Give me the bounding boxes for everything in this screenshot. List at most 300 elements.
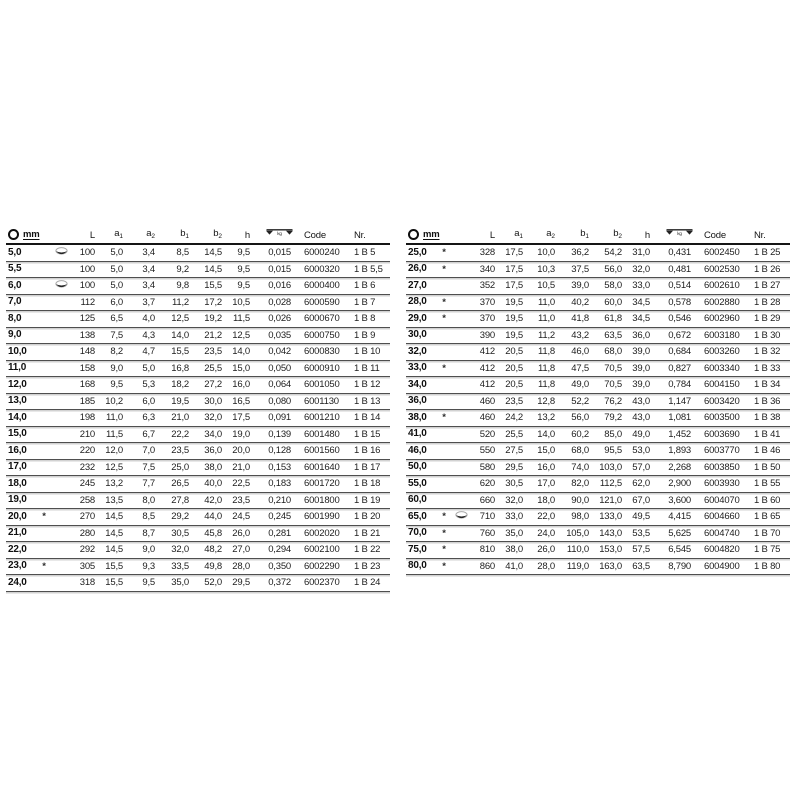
nr-value: 1 B 10: [354, 346, 381, 357]
spec-tables: [6, 224, 790, 592]
value-kg: 1,147: [668, 395, 691, 407]
nr-value: 1 B 32: [754, 346, 781, 357]
diameter-value: 16,0: [8, 444, 27, 456]
value-b2: 121,0: [599, 494, 622, 506]
value-h: 28,0: [232, 560, 250, 572]
value-h: 53,0: [632, 445, 650, 456]
value-a2: 4,3: [142, 329, 155, 341]
value-kg: 0,827: [668, 362, 691, 374]
nr-value: 1 B 12: [354, 379, 381, 390]
table-row: [6, 311, 390, 328]
code-value: 6000750: [304, 329, 340, 341]
diameter-value: 13,0: [8, 395, 27, 407]
nr-value: 1 B 25: [754, 247, 781, 258]
value-a1: 29,5: [505, 461, 523, 473]
diameter-value: 46,0: [408, 444, 427, 456]
value-h: 62,0: [632, 478, 650, 489]
value-a2: 22,0: [537, 511, 555, 522]
diameter-value: 9,0: [8, 329, 22, 341]
value-kg: 0,064: [268, 379, 291, 390]
value-b1: 15,5: [171, 346, 189, 357]
diameter-value: 32,0: [408, 345, 427, 357]
value-kg: 1,081: [668, 412, 691, 423]
value-L: 550: [479, 445, 495, 456]
column-header-label: b: [613, 227, 619, 239]
value-h: 24,5: [232, 511, 250, 522]
value-a2: 11,8: [538, 379, 555, 390]
value-b2: 27,2: [204, 379, 222, 390]
column-header-subscript: 1: [519, 232, 523, 240]
value-b2: 32,0: [204, 412, 222, 423]
value-h: 39,0: [632, 362, 650, 374]
value-a2: 11,0: [538, 296, 555, 308]
nr-value: 1 B 60: [754, 494, 781, 506]
value-a2: 6,3: [142, 412, 155, 423]
value-b1: 11,2: [172, 296, 189, 308]
value-L: 100: [79, 263, 95, 275]
table-row: [406, 328, 790, 345]
star-marker: *: [442, 412, 446, 423]
value-L: 660: [479, 494, 495, 506]
value-b2: 56,0: [604, 263, 622, 275]
value-b1: 47,5: [571, 362, 589, 374]
value-h: 9,5: [237, 280, 250, 291]
star-marker: *: [442, 247, 446, 258]
diameter-value: 27,0: [408, 279, 427, 291]
value-a2: 7,7: [142, 478, 155, 489]
value-L: 412: [479, 346, 495, 357]
value-h: 53,5: [632, 527, 650, 539]
value-L: 148: [79, 346, 95, 357]
value-a1: 19,5: [505, 313, 523, 324]
column-header-h: [227, 231, 255, 244]
value-a1: 25,5: [505, 428, 523, 440]
value-h: 14,0: [232, 346, 250, 357]
nr-value: 1 B 75: [754, 544, 781, 555]
value-a1: 5,0: [110, 280, 123, 291]
column-header-subscript: 1: [585, 232, 589, 240]
diameter-value: 34,0: [408, 378, 427, 390]
value-L: 318: [79, 577, 95, 588]
value-a2: 11,0: [538, 313, 555, 324]
value-kg: 0,684: [668, 346, 691, 357]
column-header-code: [296, 231, 346, 244]
value-h: 29,5: [232, 577, 250, 588]
column-header-weight: [655, 228, 696, 244]
nr-value: 1 B 14: [354, 412, 381, 423]
value-b1: 27,8: [171, 494, 189, 506]
nr-value: 1 B 5: [354, 247, 376, 258]
column-header-label: L: [489, 229, 495, 241]
value-b1: 22,2: [171, 428, 189, 440]
value-a2: 10,3: [537, 263, 555, 275]
nr-value: 1 B 15: [354, 428, 381, 440]
value-a1: 32,0: [505, 494, 523, 506]
code-value: 6000320: [304, 263, 340, 275]
row-icon-slot: [50, 247, 72, 260]
table-row: [406, 377, 790, 394]
value-a1: 33,0: [505, 511, 523, 522]
nr-value: 1 B 41: [754, 428, 781, 440]
value-a2: 11,8: [538, 362, 555, 374]
value-b2: 95,5: [604, 445, 622, 456]
table-row: [406, 526, 790, 543]
column-header-nr: [346, 231, 390, 244]
value-a2: 16,0: [537, 461, 555, 473]
value-b1: 52,2: [571, 395, 589, 407]
code-value: 6001990: [304, 511, 340, 522]
value-a1: 12,5: [105, 461, 123, 473]
value-a2: 18,0: [537, 494, 555, 506]
value-kg: 0,372: [268, 577, 291, 588]
value-a2: 9,5: [142, 577, 155, 588]
value-a1: 6,5: [110, 313, 123, 324]
value-L: 620: [479, 478, 495, 489]
table-row: [406, 460, 790, 477]
value-L: 270: [79, 511, 95, 522]
cutter-head-icon: [55, 280, 68, 293]
code-value: 6001720: [304, 478, 340, 489]
table-row: [406, 542, 790, 559]
row-icon-slot: [450, 511, 472, 524]
value-b2: 23,5: [204, 346, 222, 357]
value-kg: 0,784: [668, 379, 691, 390]
value-a2: 8,5: [142, 511, 155, 522]
diameter-value: 17,0: [8, 461, 27, 473]
value-b1: 56,0: [571, 412, 589, 423]
value-b2: 36,0: [204, 445, 222, 456]
diameter-value: 22,0: [8, 543, 27, 555]
value-kg: 0,514: [668, 280, 691, 291]
value-a1: 17,5: [505, 247, 523, 258]
table-row: [6, 476, 390, 493]
diameter-value: 25,0: [408, 246, 427, 258]
code-value: 6003420: [704, 395, 740, 407]
diameter-value: 19,0: [8, 494, 27, 506]
diameter-value: 18,0: [8, 477, 27, 489]
value-b1: 49,0: [571, 379, 589, 390]
column-header-nr: [746, 231, 790, 244]
value-h: 49,5: [632, 511, 650, 522]
value-b2: 17,2: [204, 296, 222, 308]
column-header-label: Code: [304, 229, 326, 241]
value-kg: 0,139: [268, 428, 291, 440]
value-b1: 36,2: [571, 247, 589, 258]
diameter-circle-icon: [8, 229, 19, 240]
value-a1: 27,5: [505, 445, 523, 456]
column-header-subscript: 1: [119, 232, 123, 240]
value-kg: 0,015: [268, 247, 291, 258]
column-header-a2: [528, 229, 560, 244]
value-a2: 5,3: [142, 379, 155, 390]
value-a1: 11,0: [106, 412, 123, 423]
table-row: [6, 245, 390, 262]
value-b2: 163,0: [599, 560, 622, 572]
value-kg: 0,183: [268, 478, 291, 489]
code-value: 6003180: [704, 329, 740, 341]
column-header-label: a: [146, 227, 152, 239]
table-row: [406, 295, 790, 312]
value-L: 352: [479, 280, 495, 291]
value-b1: 12,5: [171, 313, 189, 324]
value-a1: 19,5: [505, 329, 523, 341]
code-value: 6002530: [704, 263, 740, 275]
value-a1: 13,2: [105, 478, 123, 489]
star-marker: *: [442, 511, 446, 522]
value-kg: 0,015: [268, 263, 291, 275]
value-kg: 0,091: [268, 412, 291, 423]
table-row: [406, 278, 790, 295]
value-a2: 17,0: [537, 478, 555, 489]
value-a1: 15,5: [105, 560, 123, 572]
code-value: 6000670: [304, 313, 340, 324]
value-kg: 0,481: [668, 263, 691, 275]
nr-value: 1 B 19: [354, 494, 381, 506]
column-header-subscript: 2: [151, 232, 155, 240]
value-h: 23,5: [232, 494, 250, 506]
value-b1: 35,0: [171, 577, 189, 588]
value-h: 34,5: [632, 313, 650, 324]
diameter-value: 21,0: [8, 527, 27, 539]
value-b1: 41,8: [571, 313, 589, 324]
value-kg: 2,268: [668, 461, 691, 473]
value-b2: 54,2: [604, 247, 622, 258]
nr-value: 1 B 70: [754, 527, 781, 539]
value-L: 185: [79, 395, 95, 407]
value-L: 370: [479, 296, 495, 308]
spec-table-left: [6, 224, 390, 592]
value-a2: 4,0: [142, 313, 155, 324]
code-value: 6003770: [704, 445, 740, 456]
code-value: 6002450: [704, 247, 740, 258]
star-marker: *: [442, 313, 446, 324]
column-header-code: [696, 231, 746, 244]
value-b1: 105,0: [566, 527, 589, 539]
value-L: 100: [79, 247, 95, 258]
nr-value: 1 B 16: [354, 445, 381, 456]
table-row: [406, 262, 790, 279]
star-marker: *: [442, 362, 446, 374]
column-header-label: a: [514, 227, 520, 239]
value-h: 63,5: [632, 560, 650, 572]
value-b2: 103,0: [599, 461, 622, 473]
value-kg: 0,080: [268, 395, 291, 407]
code-value: 6000830: [304, 346, 340, 357]
value-a2: 3,7: [142, 296, 155, 308]
star-marker: *: [42, 511, 46, 522]
value-b1: 60,2: [571, 428, 589, 440]
value-b1: 74,0: [571, 461, 589, 473]
value-b1: 9,2: [176, 263, 189, 275]
column-header-label: h: [644, 229, 650, 241]
column-header-L: [472, 231, 500, 244]
code-value: 6003340: [704, 362, 740, 374]
value-h: 16,5: [232, 395, 250, 407]
star-marker: *: [442, 296, 446, 308]
value-b1: 119,0: [566, 560, 589, 572]
value-h: 39,0: [632, 346, 650, 357]
value-b2: 58,0: [604, 280, 622, 291]
table-row: [6, 443, 390, 460]
table-header-row: [6, 224, 390, 245]
value-b1: 90,0: [571, 494, 589, 506]
value-h: 10,5: [232, 296, 250, 308]
column-header-subscript: 2: [218, 232, 222, 240]
value-L: 370: [479, 313, 495, 324]
table-row: [406, 311, 790, 328]
column-header-label: a: [546, 227, 552, 239]
value-a2: 3,4: [142, 280, 155, 291]
value-kg: 1,452: [668, 428, 691, 440]
value-b1: 19,5: [171, 395, 189, 407]
value-b1: 26,5: [171, 478, 189, 489]
value-kg: 4,415: [668, 511, 691, 522]
diameter-column-header: [6, 229, 72, 243]
code-value: 6001800: [304, 494, 340, 506]
nr-value: 1 B 80: [754, 560, 781, 572]
value-kg: 0,153: [268, 461, 291, 473]
value-kg: 0,672: [668, 329, 691, 341]
diameter-value: 75,0: [408, 543, 427, 555]
value-L: 245: [79, 478, 95, 489]
value-h: 19,0: [232, 428, 250, 440]
column-header-label: Nr.: [354, 229, 366, 241]
value-a2: 14,0: [537, 428, 555, 440]
table-row: [6, 542, 390, 559]
column-header-label: a: [114, 227, 120, 239]
value-L: 412: [479, 379, 495, 390]
value-kg: 0,128: [268, 445, 291, 456]
value-a1: 20,5: [505, 362, 523, 374]
value-L: 412: [479, 362, 495, 374]
value-h: 36,0: [632, 329, 650, 341]
value-a2: 6,7: [142, 428, 155, 440]
nr-value: 1 B 50: [754, 461, 781, 473]
code-value: 6004150: [704, 379, 740, 390]
column-header-a1: [100, 229, 128, 244]
value-L: 810: [479, 544, 495, 555]
value-b2: 48,2: [204, 544, 222, 555]
diameter-value: 80,0: [408, 560, 427, 572]
value-L: 390: [479, 329, 495, 341]
value-b2: 61,8: [604, 313, 622, 324]
value-kg: 0,431: [668, 247, 691, 258]
value-a2: 8,0: [142, 494, 155, 506]
column-header-weight: [255, 228, 296, 244]
table-row: [6, 460, 390, 477]
value-a2: 9,3: [142, 560, 155, 572]
value-a1: 14,5: [105, 544, 123, 555]
value-h: 67,0: [632, 494, 650, 506]
value-a2: 10,0: [537, 247, 555, 258]
column-header-b1: [160, 229, 194, 244]
cutter-head-icon: [455, 511, 468, 524]
diameter-value: 5,0: [8, 246, 22, 258]
value-b2: 19,2: [204, 313, 222, 324]
value-a2: 24,0: [537, 527, 555, 539]
value-b2: 30,0: [204, 395, 222, 407]
value-a1: 13,5: [105, 494, 123, 506]
value-b1: 8,5: [176, 247, 189, 258]
diameter-value: 28,0: [408, 296, 427, 308]
value-h: 20,0: [232, 445, 250, 456]
value-kg: 0,546: [668, 313, 691, 324]
value-b2: 42,0: [204, 494, 222, 506]
value-b2: 44,0: [204, 511, 222, 522]
star-marker: *: [442, 263, 446, 275]
table-row: [406, 410, 790, 427]
value-kg: 5,625: [668, 527, 691, 539]
column-header-label: b: [213, 227, 219, 239]
value-kg: 0,210: [268, 494, 291, 506]
table-row: [406, 443, 790, 460]
code-value: 6003690: [704, 428, 740, 440]
diameter-value: 65,0: [408, 510, 427, 522]
value-kg: 6,545: [668, 544, 691, 555]
code-value: 6001480: [304, 428, 340, 440]
value-b1: 40,2: [571, 296, 589, 308]
value-a2: 12,8: [537, 395, 555, 407]
value-h: 39,0: [632, 379, 650, 390]
value-kg: 8,790: [668, 560, 691, 572]
svg-text:kg: kg: [277, 230, 282, 236]
diameter-column-header: [406, 229, 472, 243]
code-value: 6004660: [704, 511, 740, 522]
diameter-value: 11,0: [8, 362, 27, 374]
code-value: 6003930: [704, 478, 740, 489]
diameter-value: 7,0: [8, 296, 22, 308]
row-icon-slot: [50, 280, 72, 293]
nr-value: 1 B 11: [354, 362, 380, 374]
value-b1: 32,0: [171, 544, 189, 555]
scale-kg-icon: [266, 228, 293, 241]
diameter-value: 70,0: [408, 527, 427, 539]
diameter-value: 20,0: [8, 510, 27, 522]
value-L: 158: [79, 362, 95, 374]
diameter-circle-icon: [408, 229, 419, 240]
value-L: 460: [479, 412, 495, 423]
table-row: [406, 361, 790, 378]
nr-value: 1 B 55: [754, 478, 781, 489]
table-row: [6, 361, 390, 378]
value-L: 710: [479, 511, 495, 522]
value-a1: 5,0: [110, 247, 123, 258]
value-L: 280: [79, 527, 95, 539]
table-row: [6, 328, 390, 345]
table-row: [6, 344, 390, 361]
value-a2: 7,0: [142, 445, 155, 456]
diameter-value: 41,0: [408, 428, 427, 440]
value-h: 22,5: [232, 478, 250, 489]
value-a1: 8,2: [110, 346, 123, 357]
code-value: 6003260: [704, 346, 740, 357]
value-L: 520: [479, 428, 495, 440]
value-L: 100: [79, 280, 95, 291]
nr-value: 1 B 27: [754, 280, 781, 291]
value-a2: 28,0: [537, 560, 555, 572]
diameter-value: 36,0: [408, 395, 427, 407]
diameter-value: 33,0: [408, 362, 427, 374]
nr-value: 1 B 7: [354, 296, 376, 308]
code-value: 6001560: [304, 445, 340, 456]
diameter-unit-label: mm: [23, 228, 40, 240]
value-b2: 70,5: [604, 362, 622, 374]
table-header-row: [406, 224, 790, 245]
value-L: 340: [479, 263, 495, 275]
value-b1: 39,0: [571, 280, 589, 291]
value-b1: 110,0: [566, 544, 589, 555]
value-a2: 10,5: [537, 280, 555, 291]
